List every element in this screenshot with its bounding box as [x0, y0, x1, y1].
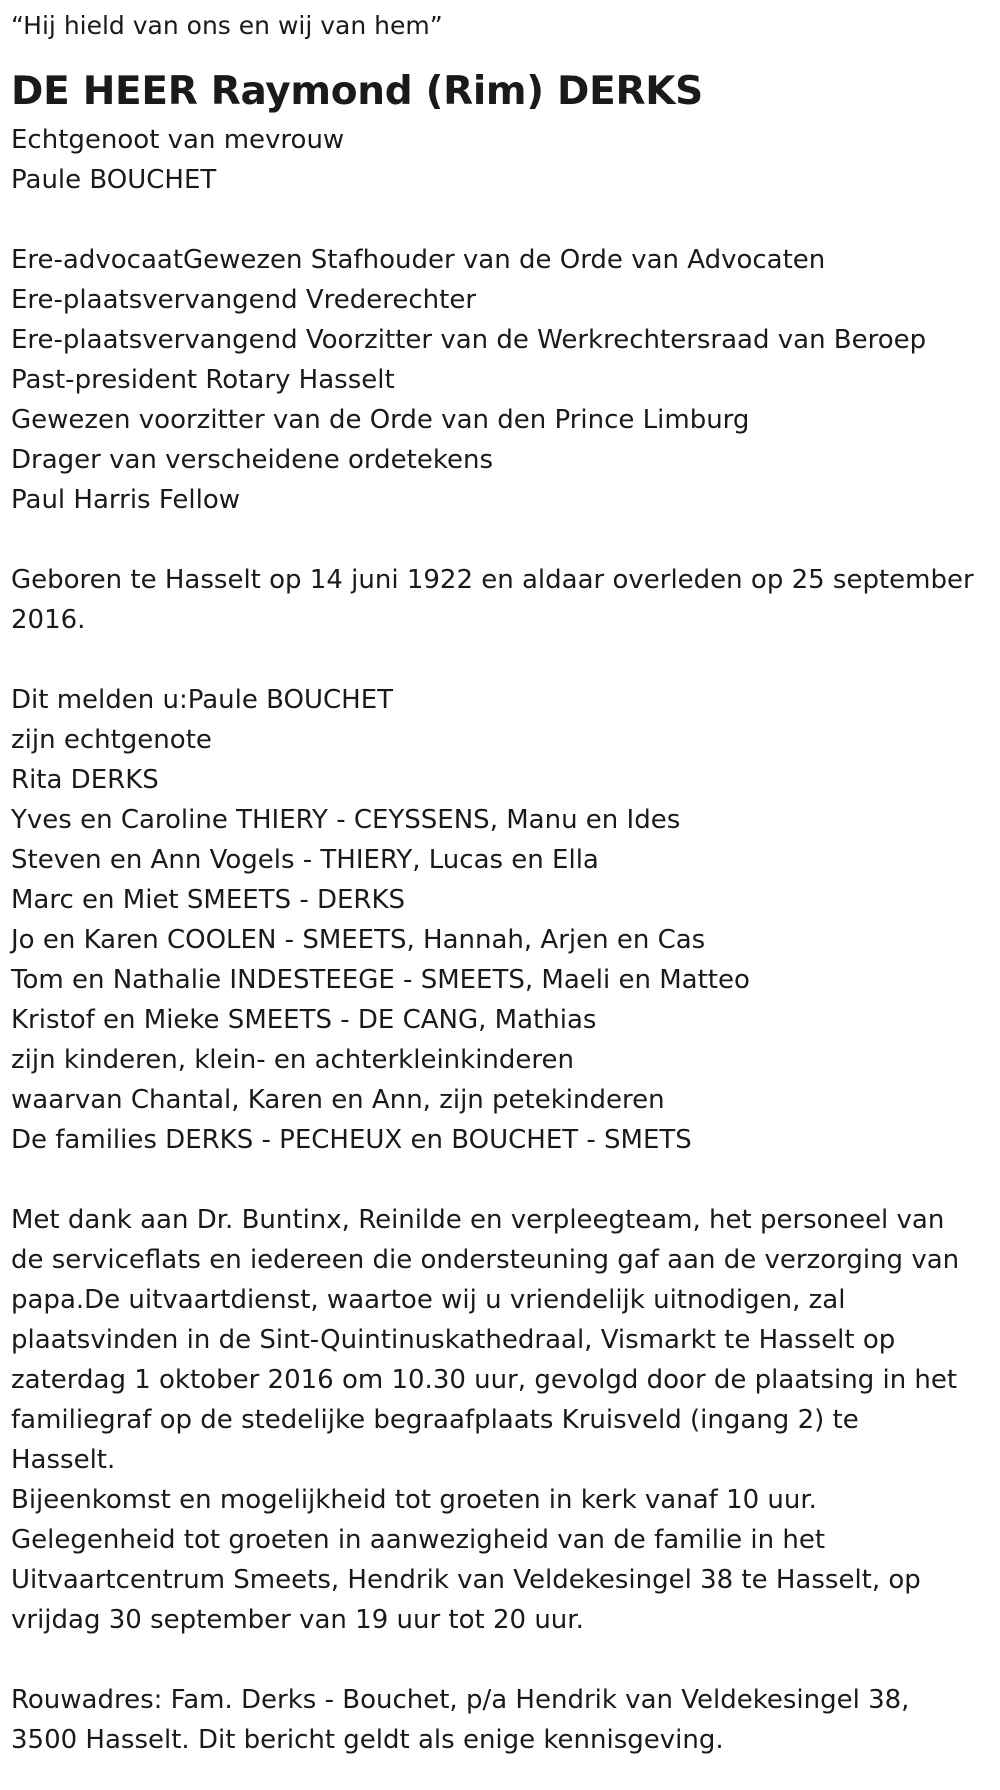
family-line: waarvan Chantal, Karen en Ann, zijn petekinderen: [11, 1085, 665, 1115]
service-line: familiegraf op de stedelijke begraafplaats Kruisveld (ingang 2) te: [11, 1405, 859, 1435]
family-line: Kristof en Mieke SMEETS - DE CANG, Mathias: [11, 1005, 597, 1035]
spacer: [11, 640, 990, 680]
spouse-line: Echtgenoot van mevrouw: [11, 125, 345, 155]
address-section: [11, 1680, 990, 1760]
birth-death-line: 2016.: [11, 605, 86, 635]
spacer: [11, 200, 990, 240]
spouse-line: Paule BOUCHET: [11, 165, 217, 195]
family-line: Jo en Karen COOLEN - SMEETS, Hannah, Arjen en Cas: [11, 925, 706, 955]
service-line: plaatsvinden in de Sint-Quintinuskathedraal, Vismarkt te Hasselt op: [11, 1325, 896, 1355]
service-line: papa.De uitvaartdienst, waartoe wij u vriendelijk uitnodigen, zal: [11, 1285, 846, 1315]
service-line: vrijdag 30 september van 19 uur tot 20 uur.: [11, 1605, 584, 1635]
title-line: Paul Harris Fellow: [11, 485, 240, 515]
title-line: Gewezen voorzitter van de Orde van den Prince Limburg: [11, 405, 750, 435]
service-line: Met dank aan Dr. Buntinx, Reinilde en verpleegteam, het personeel van: [11, 1205, 945, 1235]
title-line: Ere-plaatsvervangend Vrederechter: [11, 285, 477, 315]
address-line: 3500 Hasselt. Dit bericht geldt als enige kennisgeving.: [11, 1725, 724, 1755]
motto-quote: “Hij hield van ons en wij van hem”: [11, 11, 443, 40]
service-line: Uitvaartcentrum Smeets, Hendrik van Veldekesingel 38 te Hasselt, op: [11, 1565, 921, 1595]
service-line: zaterdag 1 oktober 2016 om 10.30 uur, gevolgd door de plaatsing in het: [11, 1365, 958, 1395]
family-line: zijn kinderen, klein- en achterkleinkinderen: [11, 1045, 574, 1075]
spacer: [11, 1160, 990, 1200]
service-line: Gelegenheid tot groeten in aanwezigheid van de familie in het: [11, 1525, 826, 1555]
family-line: zijn echtgenote: [11, 725, 212, 755]
title-line: Ere-plaatsvervangend Voorzitter van de Werkrechtersraad van Beroep: [11, 325, 927, 355]
spacer: [11, 1640, 990, 1680]
family-line: Yves en Caroline THIERY - CEYSSENS, Manu en Ides: [11, 805, 681, 835]
family-line: Dit melden u:Paule BOUCHET: [11, 685, 394, 715]
family-line: Marc en Miet SMEETS - DERKS: [11, 885, 406, 915]
service-line: Bijeenkomst en mogelijkheid tot groeten in kerk vanaf 10 uur.: [11, 1485, 817, 1515]
service-line: Hasselt.: [11, 1445, 116, 1475]
birth-death-line: Geboren te Hasselt op 14 juni 1922 en aldaar overleden op 25 september: [11, 565, 974, 595]
titles-section: [11, 240, 990, 520]
family-section: [11, 680, 990, 1160]
family-line: Rita DERKS: [11, 765, 159, 795]
service-section: [11, 1200, 990, 1640]
deceased-name: DE HEER Raymond (Rim) DERKS: [11, 69, 703, 114]
family-line: Tom en Nathalie INDESTEEGE - SMEETS, Maeli en Matteo: [11, 965, 750, 995]
spouse-section: [11, 120, 990, 200]
title-line: Ere-advocaatGewezen Stafhouder van de Orde van Advocaten: [11, 245, 826, 275]
address-line: Rouwadres: Fam. Derks - Bouchet, p/a Hendrik van Veldekesingel 38,: [11, 1685, 910, 1715]
family-line: De families DERKS - PECHEUX en BOUCHET - SMETS: [11, 1125, 692, 1155]
title-line: Past-president Rotary Hasselt: [11, 365, 395, 395]
title-line: Drager van verscheidene ordetekens: [11, 445, 493, 475]
service-line: de serviceflats en iedereen die ondersteuning gaf aan de verzorging van: [11, 1245, 960, 1275]
family-line: Steven en Ann Vogels - THIERY, Lucas en Ella: [11, 845, 599, 875]
birth-death-section: [11, 560, 990, 640]
spacer: [11, 520, 990, 560]
